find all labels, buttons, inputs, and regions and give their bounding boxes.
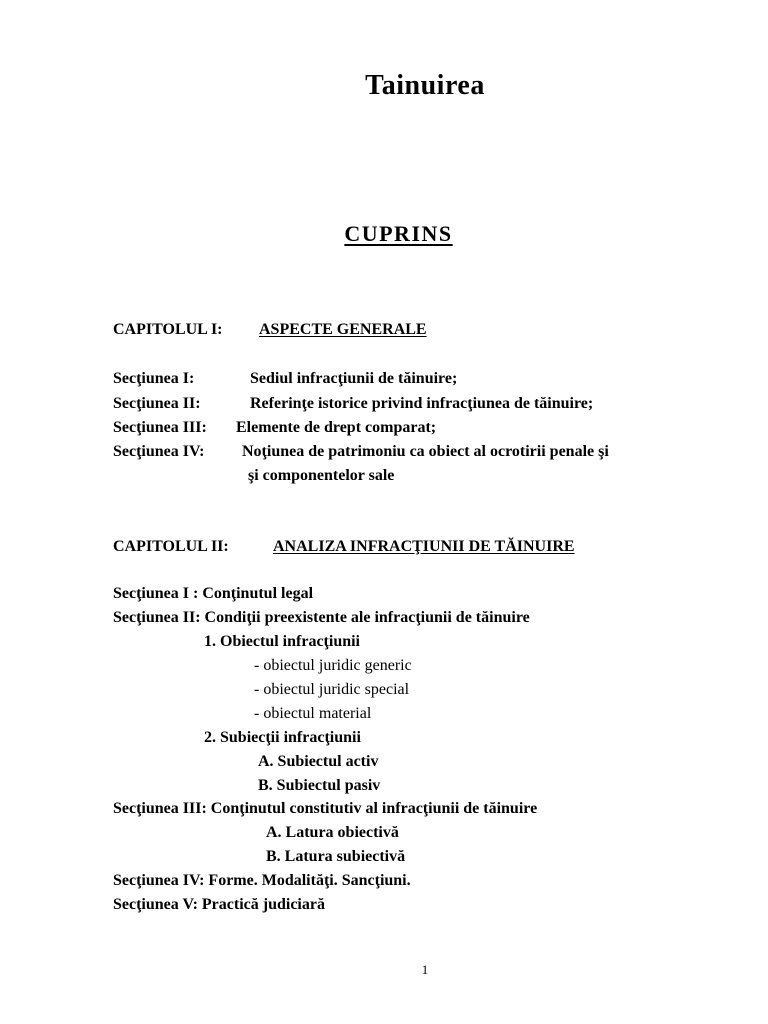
document-title: Tainuirea [365,70,485,101]
toc-line: Secţiunea I : Conţinutul legal [113,585,314,602]
toc-line: Secţiunea IV: Forme. Modalităţi. Sancţiuni. [113,872,411,889]
page-number: 1 [421,962,429,977]
toc-line: - obiectul material [254,705,372,722]
section-label: Secţiunea III: [113,419,207,436]
section-label: Secţiunea I: [113,370,195,387]
toc-line: - obiectul juridic special [254,681,410,698]
toc-line: A. Latura obiectivă [266,824,399,841]
toc-line: - obiectul juridic generic [254,657,412,674]
chapter-2-title: ANALIZA INFRACŢIUNII DE TĂINUIRE [273,538,575,555]
section-title: Referinţe istorice privind infracţiunea de tăinuire; [250,395,594,412]
section-title: Noţiunea de patrimoniu ca obiect al ocrotirii penale şi [242,443,609,460]
toc-line: 2. Subiecţii infracţiunii [204,729,361,746]
section-title: Sediul infracţiunii de tăinuire; [250,370,458,387]
chapter-1-title: ASPECTE GENERALE [259,321,427,338]
toc-line: 1. Obiectul infracţiunii [204,633,360,650]
section-title-continuation: şi componentelor sale [248,467,395,484]
toc-line: A. Subiectul activ [258,753,379,770]
toc-line: Secţiunea II: Condiţii preexistente ale infracţiunii de tăinuire [113,609,530,626]
toc-heading: CUPRINS [344,221,453,246]
chapter-1-label: CAPITOLUL I: [113,321,223,338]
toc-line: Secţiunea V: Practică judiciară [113,896,325,913]
chapter-2-label: CAPITOLUL II: [113,538,229,555]
section-title: Elemente de drept comparat; [236,419,437,436]
section-label: Secţiunea IV: [113,443,205,460]
toc-line: B. Latura subiectivă [266,848,406,865]
toc-line: B. Subiectul pasiv [258,777,381,794]
section-label: Secţiunea II: [113,395,201,412]
toc-line: Secţiunea III: Conţinutul constitutiv al infracţiunii de tăinuire [113,800,538,817]
